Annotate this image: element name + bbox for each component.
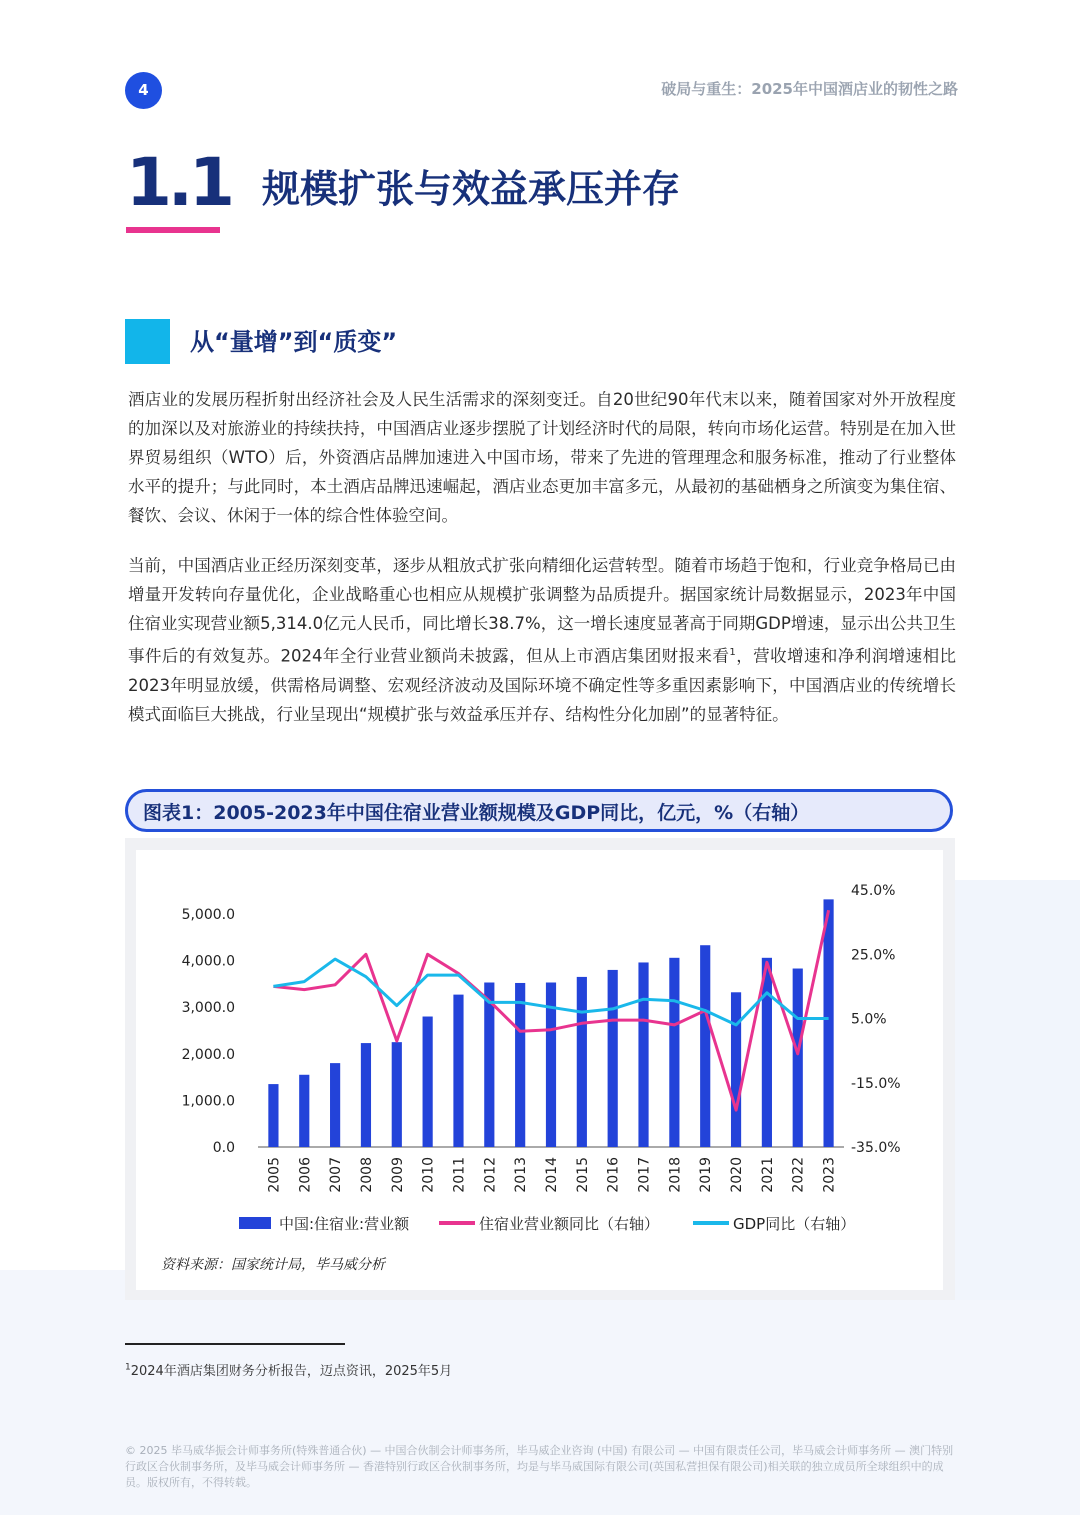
legend-label: 中国:住宿业:营业额 xyxy=(279,1215,410,1233)
background-decoration xyxy=(955,880,1080,1300)
left-axis-tick-label: 3,000.0 xyxy=(181,1000,235,1017)
page-number-badge: 4 xyxy=(125,72,162,109)
x-axis-tick-label: 2017 xyxy=(636,1157,653,1193)
body-paragraph-2 xyxy=(128,551,956,729)
section-title: 规模扩张与效益承压并存 xyxy=(262,167,681,211)
right-axis-tick-label: -15.0% xyxy=(851,1075,901,1092)
legend-label: 住宿业营业额同比（右轴） xyxy=(479,1215,660,1233)
legend-label: GDP同比（右轴） xyxy=(733,1215,856,1233)
right-axis-tick-label: 25.0% xyxy=(851,947,896,964)
x-axis-tick-label: 2011 xyxy=(451,1157,468,1193)
footnote-reference[interactable]: 1 xyxy=(729,647,736,658)
bar-2016 xyxy=(608,970,618,1147)
x-axis-tick-label: 2006 xyxy=(297,1157,314,1193)
x-axis-tick-label: 2014 xyxy=(544,1157,560,1193)
left-axis-tick-label: 0.0 xyxy=(212,1140,235,1156)
chart-panel xyxy=(136,850,943,1290)
footnote-divider xyxy=(125,1343,345,1345)
section-number: 1.1 xyxy=(126,144,231,221)
x-axis-tick-label: 2009 xyxy=(389,1157,406,1193)
chart-source: 资料来源：国家统计局，毕马威分析 xyxy=(161,1257,385,1273)
footnote xyxy=(125,1360,452,1379)
x-axis-tick-label: 2012 xyxy=(482,1157,499,1193)
x-axis-tick-label: 2020 xyxy=(729,1157,746,1193)
x-axis-tick-label: 2018 xyxy=(667,1157,684,1193)
x-axis-tick-label: 2007 xyxy=(328,1157,345,1193)
bar-2020 xyxy=(731,992,741,1147)
bar-2007 xyxy=(330,1063,340,1147)
bar-2011 xyxy=(453,995,463,1147)
x-axis-tick-label: 2008 xyxy=(358,1157,375,1193)
section-underline xyxy=(126,227,220,233)
bar-2005 xyxy=(268,1084,278,1147)
bar-2019 xyxy=(700,945,710,1147)
bar-2010 xyxy=(423,1017,433,1147)
right-axis-tick-label: 45.0% xyxy=(851,883,896,899)
figure-caption: 图表1：2005-2023年中国住宿业营业额规模及GDP同比，亿元，%（右轴） xyxy=(143,802,810,824)
x-axis-tick-label: 2023 xyxy=(821,1157,838,1193)
x-axis-tick-label: 2016 xyxy=(605,1157,622,1193)
x-axis-tick-label: 2021 xyxy=(759,1157,776,1193)
paragraph-2-part-1: 当前，中国酒店业正经历深刻变革，逐步从粗放式扩张向精细化运营转型。随着市场趋于饱和，行业竞争格局已由增量开发转向存量优化，企业战略重心也相应从规模扩张调整为品质提升。据国家统计局数据显示，2023年中国住宿业实现营业额5,314.0亿元人民币，同比增长38.7%，这一增长速度显著高于同期GDP增速，显示出公共卫生事件后的有效复苏。2024年全行业营业额尚未披露，但从上市酒店集团财报来看 xyxy=(128,556,956,666)
left-axis-tick-label: 1,000.0 xyxy=(181,1093,235,1110)
left-axis-tick-label: 4,000.0 xyxy=(181,953,235,970)
bar-2008 xyxy=(361,1043,371,1147)
bar-2022 xyxy=(793,969,803,1147)
bar-2015 xyxy=(577,977,587,1147)
subsection-title: 从“量增”到“质变” xyxy=(190,328,398,356)
left-axis-tick-label: 5,000.0 xyxy=(181,907,235,923)
footnote-text: 2024年酒店集团财务分析报告，迈点资讯，2025年5月 xyxy=(130,1364,453,1379)
figure-caption-banner xyxy=(125,789,953,832)
left-axis-tick-label: 2,000.0 xyxy=(181,1046,235,1063)
bar-2006 xyxy=(299,1075,309,1147)
x-axis-tick-label: 2019 xyxy=(698,1157,715,1193)
paragraph-2-part-2: ，营收增速和净利润增速相比2023年明显放缓，供需格局调整、宏观经济波动及国际环境不确定性等多重因素影响下，中国酒店业的传统增长模式面临巨大挑战，行业呈现出“规模扩张与效益承压并存、结构性分化加剧”的显著特征。 xyxy=(128,646,957,724)
bar-2009 xyxy=(392,1042,402,1147)
bar-2023 xyxy=(823,899,833,1147)
x-axis-tick-label: 2022 xyxy=(790,1157,807,1193)
right-axis-tick-label: 5.0% xyxy=(851,1011,887,1028)
x-axis-tick-label: 2015 xyxy=(574,1157,591,1193)
x-axis-tick-label: 2005 xyxy=(266,1157,283,1193)
body-paragraph-1: 酒店业的发展历程折射出经济社会及人民生活需求的深刻变迁。自20世纪90年代末以来，随着国家对外开放程度的加深以及对旅游业的持续扶持，中国酒店业逐步摆脱了计划经济时代的局限，转向市场化运营。特别是在加入世界贸易组织（WTO）后，外资酒店品牌加速进入中国市场，带来了先进的管理理念和服务标准，推动了行业整体水平的提升；与此同时，本土酒店品牌迅速崛起，酒店业态更加丰富多元，从最初的基础栖身之所演变为集住宿、餐饮、会议、休闲于一体的综合性体验空间。 xyxy=(128,390,956,525)
x-axis-tick-label: 2010 xyxy=(420,1157,437,1193)
running-title: 破局与重生：2025年中国酒店业的韧性之路 xyxy=(661,80,958,98)
footnote-mark: 1 xyxy=(125,1362,131,1373)
legend-swatch-bar xyxy=(239,1217,271,1229)
subsection-marker xyxy=(125,319,170,364)
bar-2013 xyxy=(515,983,525,1147)
bar-2012 xyxy=(484,983,494,1147)
right-axis-tick-label: -35.0% xyxy=(851,1140,901,1156)
chart-container xyxy=(125,838,955,1300)
bar-2018 xyxy=(669,958,679,1147)
chart-svg xyxy=(136,850,943,1290)
bar-2017 xyxy=(638,962,648,1147)
copyright-notice: © 2025 毕马威华振会计师事务所(特殊普通合伙) — 中国合伙制会计师事务所，毕马威企业咨询 (中国) 有限公司 — 中国有限责任公司，毕马威会计师事务所 — 澳门特别行政区合伙制事务所，及毕马威会计师事务所 — 香港特别行政区合伙制事务所，均是与毕马威国际有限公司(英国私营担保有限公司)相关联的独立成员所全球组织中的成员。版权所有，不得转载。 xyxy=(125,1444,954,1489)
x-axis-tick-label: 2013 xyxy=(513,1157,530,1193)
